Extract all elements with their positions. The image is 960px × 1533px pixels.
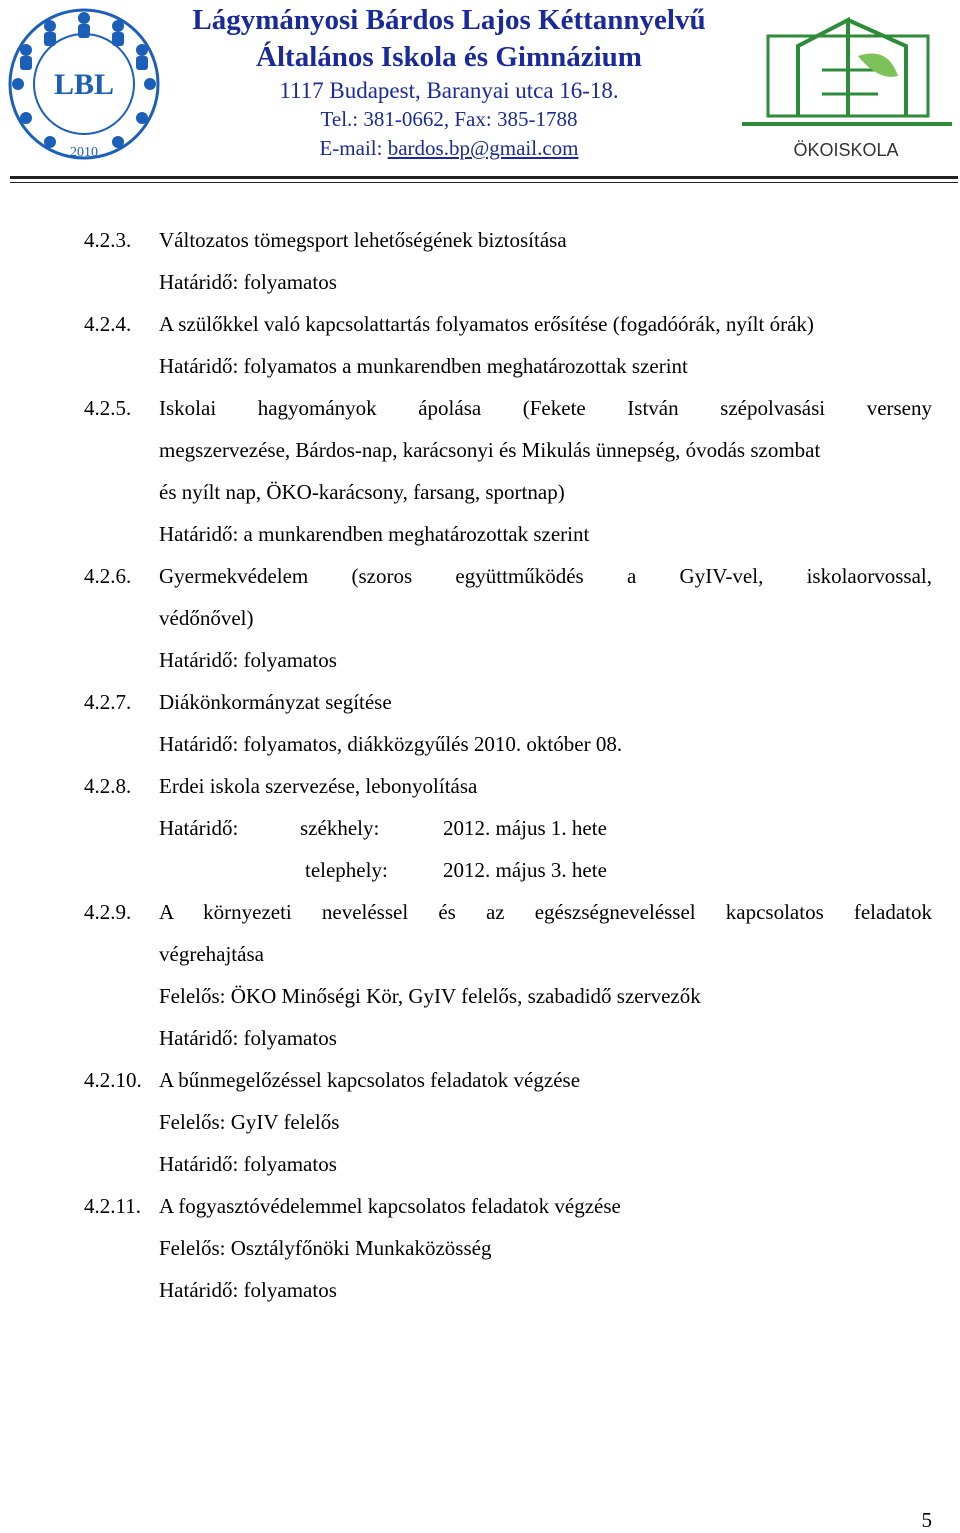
item-number: 4.2.6. bbox=[84, 564, 132, 588]
header-rule-thin bbox=[10, 182, 958, 183]
item-number: 4.2.9. bbox=[84, 900, 132, 924]
item-text: és nyílt nap, ÖKO-karácsony, farsang, sportnap) bbox=[159, 480, 565, 504]
item-text: védőnővel) bbox=[159, 606, 254, 630]
item-number: 4.2.7. bbox=[84, 690, 132, 714]
page-number: 5 bbox=[921, 1508, 932, 1532]
school-logo bbox=[8, 4, 160, 164]
school-logo-year: 2010 bbox=[70, 145, 98, 160]
email-label: E-mail: bbox=[319, 136, 388, 160]
item-number: 4.2.8. bbox=[84, 774, 132, 798]
item-text: Erdei iskola szervezése, lebonyolítása bbox=[159, 774, 478, 798]
item-deadline: Határidő: folyamatos, diákközgyűlés 2010. október 08. bbox=[159, 732, 623, 756]
school-phone-fax: Tel.: 381-0662, Fax: 385-1788 bbox=[320, 107, 578, 131]
eco-school-logo bbox=[738, 6, 956, 164]
item-text: megszervezése, Bárdos-nap, karácsonyi és Mikulás ünnepség, óvodás szombat bbox=[159, 438, 821, 462]
item-deadline: Határidő: folyamatos bbox=[159, 270, 337, 294]
item-text: A szülőkkel való kapcsolattartás folyamatos erősítése (fogadóórák, nyílt órák) bbox=[159, 312, 814, 336]
item-text: A bűnmegelőzéssel kapcsolatos feladatok végzése bbox=[159, 1068, 581, 1092]
item-number: 4.2.10. bbox=[84, 1068, 142, 1092]
school-name-line-1: Lágymányosi Bárdos Lajos Kéttannyelvű bbox=[192, 4, 706, 36]
item-text: A fogyasztóvédelemmel kapcsolatos feladatok végzése bbox=[159, 1194, 621, 1218]
school-info bbox=[160, 2, 738, 163]
item-deadline: Határidő: folyamatos bbox=[159, 648, 337, 672]
item-text: Változatos tömegsport lehetőségének biztosítása bbox=[159, 228, 567, 252]
item-responsible: Felelős: Osztályfőnöki Munkaközösség bbox=[159, 1236, 492, 1260]
site-label: székhely: bbox=[300, 816, 380, 840]
item-text: A környezeti neveléssel és az egészségneveléssel kapcsolatos feladatok bbox=[159, 900, 932, 924]
email-link[interactable]: bardos.bp@gmail.com bbox=[387, 136, 579, 160]
item-responsible: Felelős: ÖKO Minőségi Kör, GyIV felelős, szabadidő szervezők bbox=[159, 984, 701, 1008]
header-rule-thick bbox=[10, 176, 958, 179]
item-deadline-label: Határidő: bbox=[159, 816, 239, 840]
item-text: Iskolai hagyományok ápolása (Fekete István szépolvasási verseny bbox=[159, 396, 932, 420]
school-email-row bbox=[160, 134, 738, 163]
eco-school-logo-text: ÖKOISKOLA bbox=[793, 140, 899, 160]
item-deadline: Határidő: folyamatos bbox=[159, 1026, 337, 1050]
item-number: 4.2.4. bbox=[84, 312, 132, 336]
item-number: 4.2.3. bbox=[84, 228, 132, 252]
item-text: Gyermekvédelem (szoros együttműködés a GyIV-vel, iskolaorvossal, bbox=[159, 564, 932, 588]
item-deadline: Határidő: folyamatos bbox=[159, 1152, 337, 1176]
site-value: 2012. május 1. hete bbox=[443, 816, 607, 840]
school-logo-letters: LBL bbox=[53, 68, 115, 101]
item-deadline: Határidő: folyamatos bbox=[159, 1278, 337, 1302]
site-label: telephely: bbox=[305, 858, 388, 882]
item-number: 4.2.11. bbox=[84, 1194, 141, 1218]
school-name-line-2: Általános Iskola és Gimnázium bbox=[256, 41, 642, 73]
item-deadline: Határidő: folyamatos a munkarendben meghatározottak szerint bbox=[159, 354, 688, 378]
school-address: 1117 Budapest, Baranyai utca 16-18. bbox=[279, 78, 619, 103]
page-header bbox=[0, 0, 960, 190]
item-deadline: Határidő: a munkarendben meghatározottak szerint bbox=[159, 522, 590, 546]
site-value: 2012. május 3. hete bbox=[443, 858, 607, 882]
item-number: 4.2.5. bbox=[84, 396, 132, 420]
item-text: Diákönkormányzat segítése bbox=[159, 690, 392, 714]
item-responsible: Felelős: GyIV felelős bbox=[159, 1110, 340, 1134]
item-text: végrehajtása bbox=[159, 942, 264, 966]
